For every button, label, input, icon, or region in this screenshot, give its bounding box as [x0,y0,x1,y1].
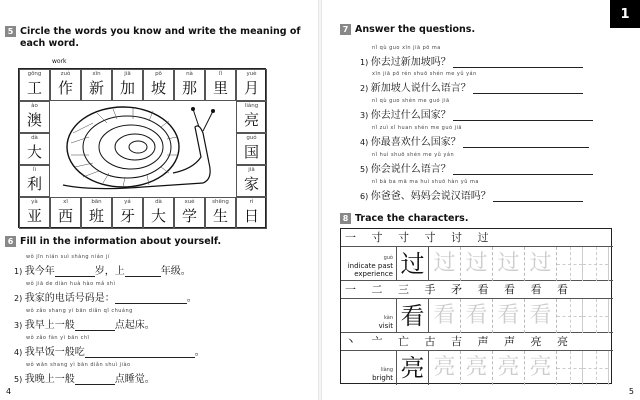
grade-blank[interactable] [125,267,161,277]
fill-item-5: wǒ wǎn shang yì bān diǎn shuì jiào 5) 我晚上一般 点睡觉。 [14,362,155,385]
model-character: 亮 [397,351,429,385]
question-3: nǐ qù guo shén me guó jiā 3) 你去过什么国家？ [360,106,593,121]
fill-item-4: wǒ zǎo fàn yì bān chī 4) 我早饭一般吃 。 [14,335,205,358]
grid-cell[interactable]: guó 国 [236,133,267,165]
fill-item-3: wǒ zǎo shang yì bān diǎn qǐ chuáng 3) 我早上一般 点起床。 [14,308,155,331]
section7-title: Answer the questions. [355,24,476,35]
grid-cell[interactable]: yuè 月 [236,69,267,101]
trace-table [340,228,612,384]
trace-character[interactable]: 看 [429,299,461,333]
page-number-right: 5 [628,387,634,396]
trace-character[interactable]: 亮 [525,351,557,385]
answer-line[interactable] [493,192,583,202]
grid-cell[interactable]: bān 班 [81,197,112,229]
question-1: nǐ qù guo xīn jiā pō ma 1) 你去过新加坡吗？ [360,53,583,68]
grid-cell[interactable]: pō 坡 [143,69,174,101]
stroke-order-row: 一 寸 寸 寸 讨 过 [341,229,613,247]
answer-line[interactable] [453,165,593,175]
fill-item-2: wǒ jiā de diàn huà hào mǎ shì 2) 我家的电话号码是： 。 [14,281,197,304]
grid-cell[interactable]: liàng 亮 [236,101,267,133]
practice-box[interactable] [583,299,609,333]
breakfast-blank[interactable] [85,348,195,358]
answer-line[interactable] [473,84,583,94]
example-note: work [52,58,67,65]
section6-heading [5,236,221,248]
trace-label: guò indicate past experience [341,247,397,281]
grid-cell[interactable]: lǐ 里 [205,69,236,101]
question-6: nǐ bà ba mā ma huì shuō hàn yǔ ma 6) 你爸爸、妈妈会说汉语吗？ [360,187,583,202]
grid-cell[interactable]: jiā 加 [112,69,143,101]
question-2: xīn jiā pō rén shuō shén me yǔ yán 2) 新加坡人说什么语言？ [360,79,583,94]
unit-tab: 1 [610,0,640,28]
answer-line[interactable] [453,111,593,121]
question-5: nǐ huì shuō shén me yǔ yán 5) 你会说什么语言？ [360,160,593,175]
trace-character[interactable]: 过 [429,247,461,281]
stroke-order-row: 丶 亠 亡 古 吉 声 声 亮 亮 [341,333,613,351]
grid-cell[interactable]: nà 那 [174,69,205,101]
trace-character[interactable]: 亮 [461,351,493,385]
grid-cell[interactable]: dà 大 [143,197,174,229]
grid-cell[interactable]: xī 西 [50,197,81,229]
grid-cell[interactable]: ào 澳 [19,101,50,133]
grid-cell[interactable]: jiā 家 [236,165,267,197]
trace-label: kàn visit [341,299,397,333]
trace-character[interactable]: 亮 [429,351,461,385]
wake-time-blank[interactable] [75,321,115,331]
grid-cell[interactable]: xīn 新 [81,69,112,101]
trace-character[interactable]: 看 [493,299,525,333]
grid-cell[interactable]: xué 学 [174,197,205,229]
section8-heading [340,213,468,225]
page-number-left: 4 [6,387,12,396]
section6-title: Fill in the information about yourself. [20,236,222,247]
grid-cell[interactable]: zuò 作 [50,69,81,101]
sleep-time-blank[interactable] [75,375,115,385]
trace-row [341,247,613,281]
trace-character[interactable]: 看 [525,299,557,333]
trace-character[interactable]: 看 [461,299,493,333]
practice-box[interactable] [557,351,583,385]
trace-character[interactable]: 过 [493,247,525,281]
grid-cell[interactable]: rì 日 [236,197,267,229]
stroke-order-row: 一 二 三 手 矛 看 看 看 看 [341,281,613,299]
section6-number: 6 [5,236,16,247]
section8-title: Trace the characters. [355,213,469,224]
question-4: nǐ zuì xǐ huan shén me guó jiā 4) 你最喜欢什么国家？ [360,133,589,148]
section7-number: 7 [340,24,351,35]
grid-cell[interactable]: lì 利 [19,165,50,197]
model-character: 过 [397,247,429,281]
grid-cell[interactable]: dà 大 [19,133,50,165]
age-blank[interactable] [55,267,95,277]
section5-number: 5 [5,26,16,37]
section5-heading [5,26,305,50]
grid-cell[interactable]: gōng 工 [19,69,50,101]
grid-cell[interactable]: yá 牙 [112,197,143,229]
section5-title: Circle the words you know and write the meaning of each word. [20,26,301,49]
word-search-grid [18,68,266,228]
practice-box[interactable] [557,299,583,333]
trace-character[interactable]: 过 [461,247,493,281]
trace-row [341,351,613,385]
section8-number: 8 [340,213,351,224]
snail-illustration [53,103,233,195]
practice-box[interactable] [583,247,609,281]
phone-blank[interactable] [115,294,187,304]
trace-character[interactable]: 亮 [493,351,525,385]
model-character: 看 [397,299,429,333]
trace-character[interactable]: 过 [525,247,557,281]
grid-cell[interactable]: yà 亚 [19,197,50,229]
section7-heading [340,24,475,36]
practice-box[interactable] [557,247,583,281]
grid-cell[interactable]: shēng 生 [205,197,236,229]
trace-label: liàng bright [341,351,397,385]
answer-line[interactable] [453,58,583,68]
practice-box[interactable] [583,351,609,385]
trace-row [341,299,613,333]
answer-line[interactable] [463,138,589,148]
fill-item-1: wǒ jīn nián suì shàng nián jí 1) 我今年 岁，上 年级。 [14,254,191,277]
